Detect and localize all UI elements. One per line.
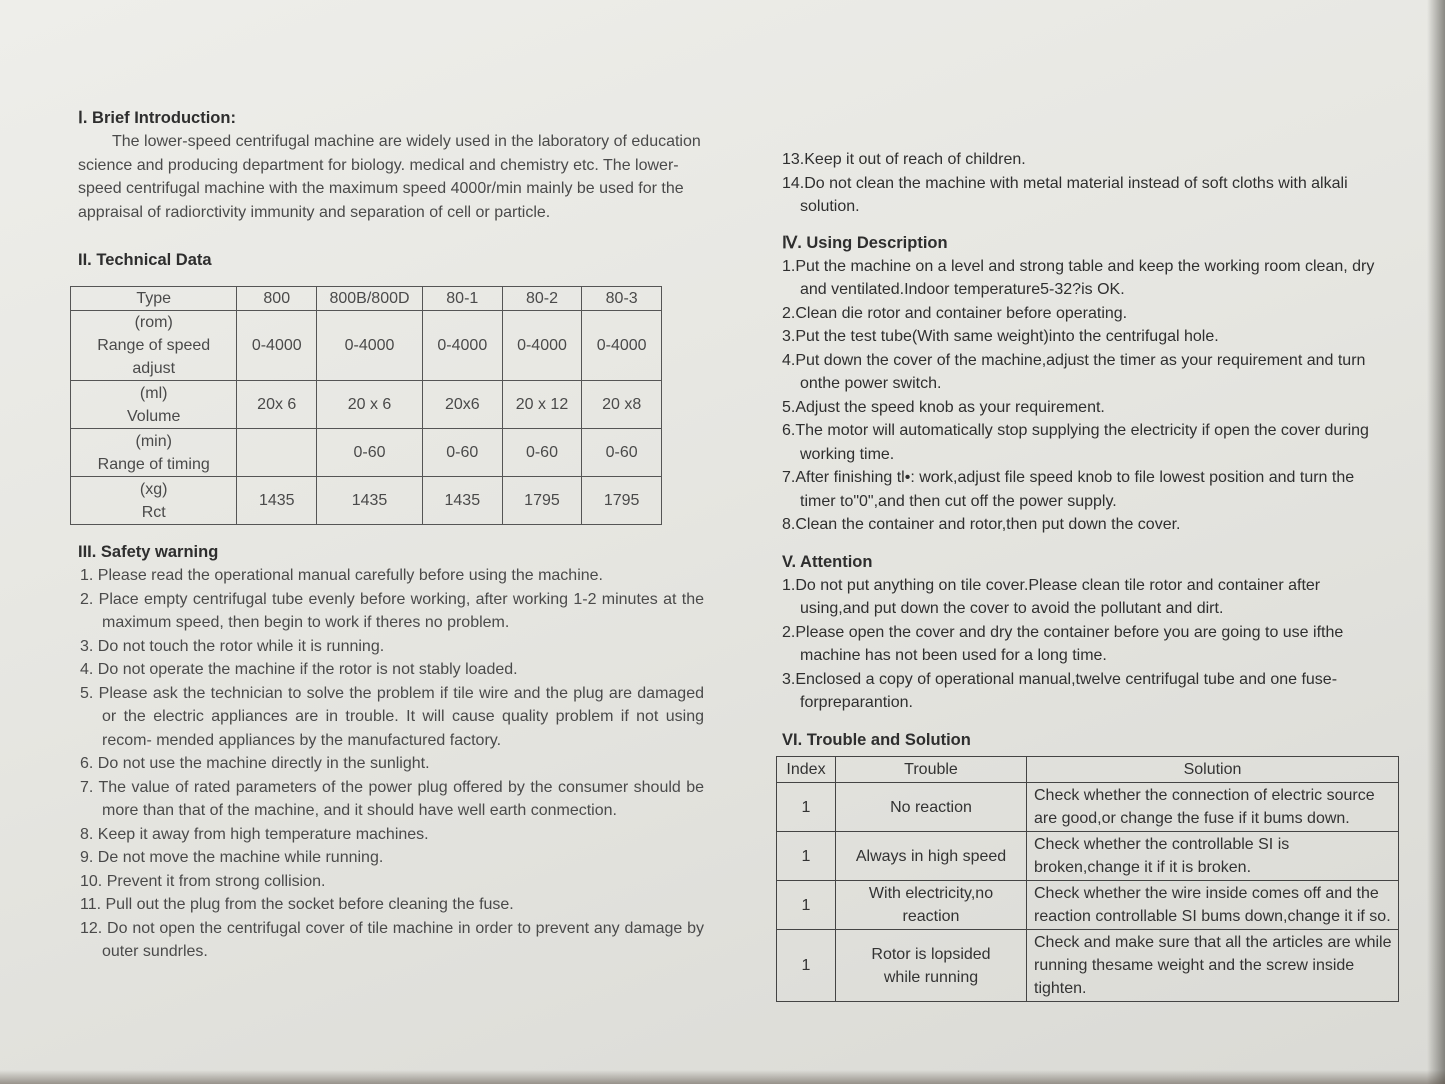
value-cell: 0-4000	[237, 311, 317, 381]
safety-item: 3. Do not touch the rotor while it is running.	[80, 637, 385, 655]
attention-item: 3.Enclosed a copy of operational manual,twelve centrifugal tube and one fuse-forpreparantion.	[782, 670, 1338, 711]
technical-title: II. Technical Data	[78, 251, 212, 269]
trouble-header-row	[777, 757, 1399, 783]
value-cell: 0-4000	[502, 311, 582, 381]
header-cell: Solution	[1027, 757, 1399, 783]
attention-item: 2.Please open the cover and dry the container before you are going to use ifthe machine has not been used for a long time.	[782, 623, 1344, 664]
value-cell: 20x 6	[237, 381, 317, 429]
value-cell: 0-4000	[317, 311, 423, 381]
safety-item: 13.Keep it out of reach of children.	[782, 151, 1026, 168]
technical-data-table	[70, 286, 662, 525]
safety-item: 2. Place empty centrifugal tube evenly before working, after working 1-2 minutes at the maximum speed, then begin to work if theres no problem.	[80, 590, 704, 631]
value-cell: 0-60	[502, 429, 582, 477]
attention-item: 1.Do not put anything on tile cover.Please clean tile rotor and container after using,and put down the cover to avoid the pollutant and dirt.	[782, 576, 1321, 617]
using-item: 4.Put down the cover of the machine,adjust the timer as your requirement and turn onthe power switch.	[782, 351, 1366, 392]
value-cell: 0-60	[317, 429, 423, 477]
safety-item: 10. Prevent it from strong collision.	[80, 872, 326, 890]
value-cell: 0-4000	[582, 311, 662, 381]
trouble-row	[777, 832, 1399, 881]
technical-row-rct	[71, 477, 662, 525]
header-cell: Trouble	[836, 757, 1027, 783]
intro-title: Ⅰ. Brief Introduction:	[78, 109, 236, 127]
trouble-row	[777, 881, 1399, 930]
safety-item: 14.Do not clean the machine with metal material instead of soft cloths with alkali solution.	[782, 174, 1348, 215]
safety-item: 5. Please ask the technician to solve the problem if tile wire and the plug are damaged or the electric appliances are in trouble. It will cause quality problem if not using recom- mended appliances by the manufactured factory.	[80, 684, 704, 749]
index-cell: 1	[777, 930, 836, 1002]
value-cell: 1435	[237, 477, 317, 525]
using-item: 8.Clean the container and rotor,then put down the cover.	[782, 516, 1181, 533]
solution-cell: Check whether the controllable SI is broken,change it if it is broken.	[1027, 832, 1399, 881]
right-column	[782, 148, 1392, 752]
intro-text: The lower-speed centrifugal machine are widely used in the laboratory of education science and producing department for biology. medical and chemistry etc. The lower-speed centrifugal machine with the maximum speed 4000r/min mainly be used for the appraisal of radiorctivity immunity and separation of cell or particle.	[78, 133, 701, 221]
row-label-unit: (ml)	[139, 384, 168, 402]
page-bottom-shadow	[0, 1070, 1445, 1084]
row-label	[71, 429, 237, 477]
value-cell: 20 x 6	[317, 381, 423, 429]
value-cell: 1795	[502, 477, 582, 525]
safety-continued-list	[782, 148, 1392, 219]
page-edge-shadow	[1427, 0, 1445, 1084]
value-cell: 1435	[317, 477, 423, 525]
trouble-row	[777, 930, 1399, 1002]
trouble-cell: Rotor is lopsided while running	[836, 930, 1027, 1002]
safety-item: 1. Please read the operational manual carefully before using the machine.	[80, 567, 603, 584]
trouble-table	[776, 756, 1399, 1002]
using-item: 2.Clean die rotor and container before operating.	[782, 304, 1128, 322]
header-cell: 80-1	[422, 287, 502, 311]
header-cell: 800	[237, 287, 317, 311]
row-label-text: Rct	[141, 503, 166, 521]
using-item: 3.Put the test tube(With same weight)into the centrifugal hole.	[782, 328, 1219, 345]
solution-cell: Check whether the connection of electric source are good,or change the fuse if it bums down.	[1027, 783, 1399, 832]
value-cell	[237, 429, 317, 477]
technical-row-volume	[71, 381, 662, 429]
technical-row-timing	[71, 429, 662, 477]
row-label-unit: (xg)	[139, 480, 168, 498]
row-label	[71, 477, 237, 525]
using-item: 7.After finishing tl•: work,adjust file speed knob to file lowest position and turn the timer to"0",and then cut off the power supply.	[782, 469, 1355, 510]
index-cell: 1	[777, 832, 836, 881]
using-title: Ⅳ. Using Description	[782, 233, 948, 252]
value-cell: 20 x8	[582, 381, 662, 429]
trouble-cell: Always in high speed	[836, 832, 1027, 881]
attention-title: V. Attention	[782, 552, 873, 571]
safety-item: 6. Do not use the machine directly in the sunlight.	[80, 755, 430, 772]
value-cell: 0-60	[582, 429, 662, 477]
value-cell: 1435	[422, 477, 502, 525]
row-label-text: Range of timing	[97, 455, 210, 473]
row-label-extra: adjust	[132, 360, 176, 377]
value-cell: 20 x 12	[502, 381, 582, 429]
row-label	[71, 381, 237, 429]
value-cell: 1795	[582, 477, 662, 525]
safety-item: 8. Keep it away from high temperature machines.	[80, 825, 429, 843]
trouble-cell: No reaction	[836, 783, 1027, 832]
using-item: 5.Adjust the speed knob as your requirement.	[782, 398, 1105, 416]
header-cell: 80-3	[582, 287, 662, 311]
header-cell: Type	[71, 287, 237, 311]
safety-item: 12. Do not open the centrifugal cover of tile machine in order to prevent any damage by outer sundrles.	[80, 919, 704, 960]
using-item: 6.The motor will automatically stop supplying the electricity if open the cover during working time.	[782, 422, 1369, 463]
header-cell: Index	[777, 757, 836, 783]
row-label-unit: (min)	[135, 432, 172, 450]
trouble-cell: With electricity,no reaction	[836, 881, 1027, 930]
using-item: 1.Put the machine on a level and strong table and keep the working room clean, dry and ventilated.Indoor temperature5-32?is OK.	[782, 257, 1375, 298]
index-cell: 1	[777, 783, 836, 832]
row-label	[71, 311, 237, 381]
row-label-unit: (rom)	[134, 314, 173, 331]
solution-cell: Check whether the wire inside comes off and the reaction controllable SI bums down,change it if so.	[1027, 881, 1399, 930]
safety-section	[78, 540, 704, 964]
attention-list	[782, 574, 1392, 715]
safety-list	[78, 564, 704, 964]
row-label-text: Range of speed	[97, 337, 211, 354]
value-cell: 20x6	[422, 381, 502, 429]
safety-item: 4. Do not operate the machine if the rotor is not stably loaded.	[80, 661, 518, 678]
technical-row-speed	[71, 311, 662, 381]
safety-item: 11. Pull out the plug from the socket before cleaning the fuse.	[80, 896, 514, 913]
row-label-text: Volume	[127, 407, 181, 425]
solution-cell: Check and make sure that all the articles are while running thesame weight and the screw inside tighten.	[1027, 930, 1399, 1002]
header-cell: 80-2	[502, 287, 582, 311]
using-list	[782, 255, 1392, 537]
safety-item: 7. The value of rated parameters of the power plug offered by the consumer should be more than that of the machine, and it should have well earth conmection.	[80, 778, 704, 819]
left-column	[78, 106, 708, 272]
trouble-row	[777, 783, 1399, 832]
value-cell: 0-4000	[422, 311, 502, 381]
index-cell: 1	[777, 881, 836, 930]
trouble-title: VI. Trouble and Solution	[782, 730, 971, 749]
header-cell: 800B/800D	[317, 287, 423, 311]
safety-title: III. Safety warning	[78, 543, 219, 561]
safety-item: 9. De not move the machine while running.	[80, 849, 384, 866]
value-cell: 0-60	[422, 429, 502, 477]
technical-header-row	[71, 287, 662, 311]
